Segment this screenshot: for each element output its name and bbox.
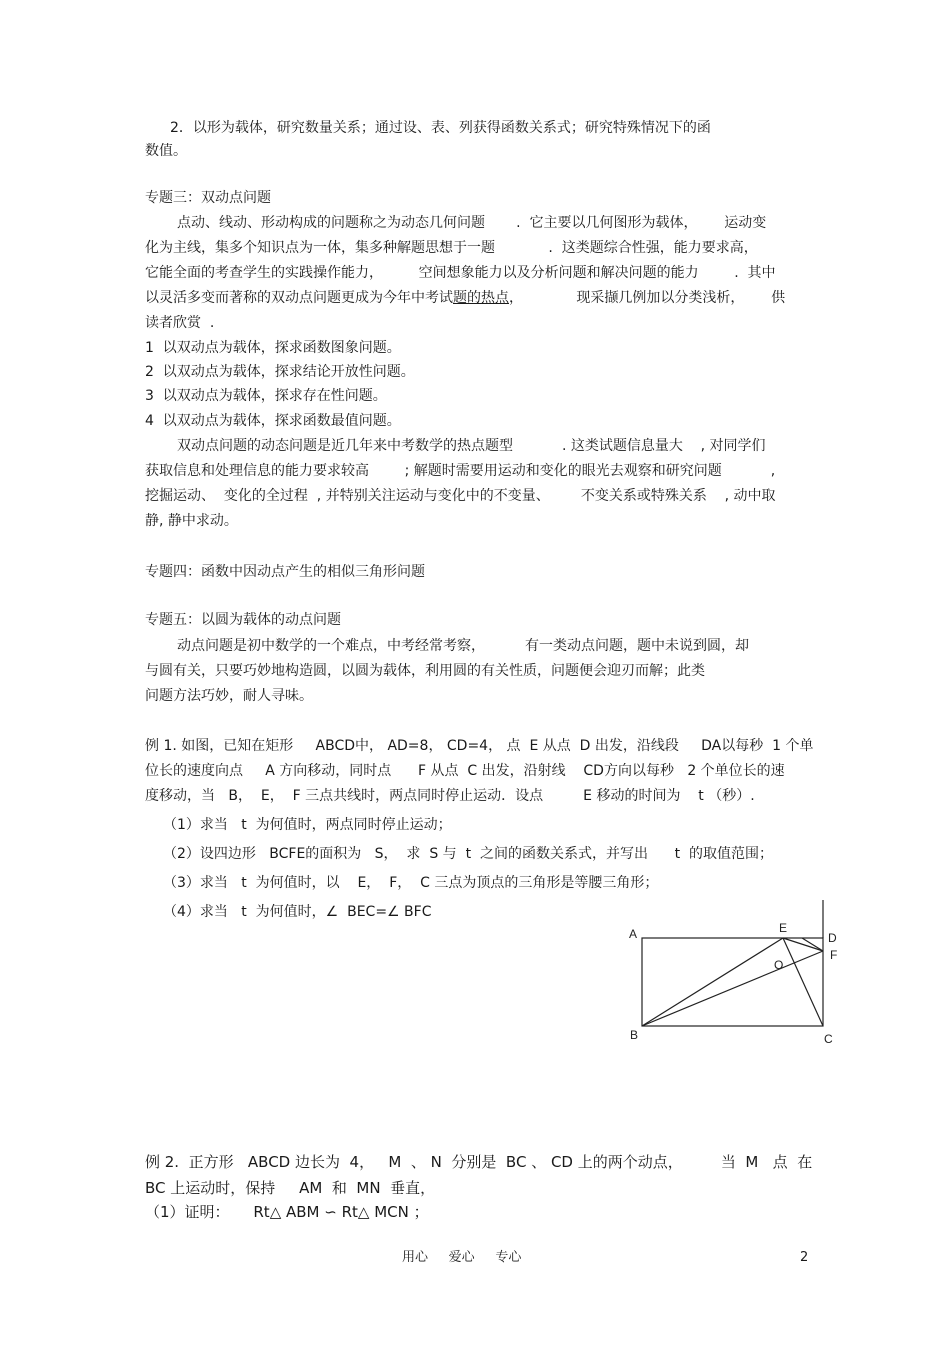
example-line: 位长的速度向点 A 方向移动，同时点 F 从点 C 出发，沿射线 CD方向以每秒 2 个单位长的速 xyxy=(145,763,785,779)
list-item: 4 以双动点为载体，探求函数最值问题。 xyxy=(145,413,401,429)
label-b: B xyxy=(630,1028,639,1042)
question-item: （1）证明： Rt△ ABM ∽ Rt△ MCN ； xyxy=(145,1203,429,1221)
question-item: （4）求当 t 为何值时，∠ BEC=∠ BFC xyxy=(163,904,432,920)
text-line: 静, 静中求动。 xyxy=(145,513,238,529)
example-line: 例 1. 如图，已知在矩形 ABCD中， AD=8， CD=4， 点 E 从点 D 出发，沿线段 DA以每秒 1 个单 xyxy=(145,738,814,754)
question-item: （2）设四边形 BCFE的面积为 S， 求 S 与 t 之间的函数关系式，并写出 t 的取值范围； xyxy=(163,846,774,862)
text-line: 问题方法巧妙，耐人寻味。 xyxy=(145,688,313,704)
list-item: 3 以双动点为载体，探求存在性问题。 xyxy=(145,388,387,404)
rectangle-abcd xyxy=(642,938,823,1026)
text-fragment: ， 现采撷几例加以分类浅析， 供 xyxy=(509,290,786,306)
label-f: F xyxy=(830,948,838,962)
text-fragment: 以灵活多变而著称的双动点问题更成为今年中考试 xyxy=(145,290,453,306)
segment-df xyxy=(802,938,823,951)
list-item: 1 以双动点为载体，探求函数图象问题。 xyxy=(145,340,401,356)
footer-text: 用心 爱心 专心 xyxy=(402,1250,522,1265)
section-heading: 专题三：双动点问题 xyxy=(145,190,271,206)
text-line: 动点问题是初中数学的一个难点，中考经常考察， 有一类动点问题，题中未说到圆，却 xyxy=(177,638,750,654)
segment-be xyxy=(642,938,783,1026)
page-number: 2 xyxy=(800,1250,809,1265)
text-line: 与圆有关，只要巧妙地构造圆，以圆为载体，利用圆的有关性质，问题便会迎刃而解；此类 xyxy=(145,663,705,679)
segment-bf xyxy=(642,951,823,1026)
text-line: 点动、线动、形动构成的问题称之为动态几何问题 . 它主要以几何图形为载体， 运动变 xyxy=(177,215,767,231)
label-o: O xyxy=(774,958,784,972)
text-line: 双动点问题的动态问题是近几年来中考数学的热点题型 . 这类试题信息量大 , 对同学们 xyxy=(177,438,766,454)
example-line: BC 上运动时，保持 AM 和 MN 垂直， xyxy=(145,1179,436,1197)
question-item: （3）求当 t 为何值时，以 E， F， C 三点为顶点的三角形是等腰三角形； xyxy=(163,875,659,891)
geometry-figure xyxy=(622,895,852,1055)
section-heading: 专题四：函数中因动点产生的相似三角形问题 xyxy=(145,564,425,580)
list-item: 2 以双动点为载体，探求结论开放性问题。 xyxy=(145,364,415,380)
text-line xyxy=(145,288,785,308)
text-line: 获取信息和处理信息的能力要求较高 ; 解题时需要用运动和变化的眼光去观察和研究问题 , xyxy=(145,463,776,479)
label-d: D xyxy=(828,931,837,945)
segment-ef xyxy=(783,938,823,951)
label-e: E xyxy=(779,921,788,935)
example-line: 例 2. 正方形 ABCD 边长为 4， M 、 N 分别是 BC 、 CD 上的两个动点， 当 M 点 在 xyxy=(145,1153,813,1171)
text-line: 读者欣赏 . xyxy=(145,315,215,331)
label-a: A xyxy=(629,927,638,941)
example-line: 度移动，当 B， E， F 三点共线时，两点同时停止运动．设点 E 移动的时间为 t （秒）. xyxy=(145,788,755,804)
text-line: 化为主线，集多个知识点为一体，集多种解题思想于一题 . 这类题综合性强，能力要求高， xyxy=(145,240,758,256)
underlined-text: 题的热点 xyxy=(453,290,509,306)
text-line: 挖掘运动、 变化的全过程 , 并特别关注运动与变化中的不变量、 不变关系或特殊关系 , 动中取 xyxy=(145,488,776,504)
text-line: 数值。 xyxy=(145,143,187,159)
text-line: 2．以形为载体，研究数量关系；通过设、表、列获得函数关系式；研究特殊情况下的函 xyxy=(170,120,711,136)
label-c: C xyxy=(824,1032,833,1046)
text-line: 它能全面的考查学生的实践操作能力， 空间想象能力以及分析问题和解决问题的能力 . 其中 xyxy=(145,265,776,281)
segment-ec xyxy=(783,938,823,1026)
question-item: （1）求当 t 为何值时，两点同时停止运动； xyxy=(163,817,452,833)
section-heading: 专题五：以圆为载体的动点问题 xyxy=(145,612,341,628)
